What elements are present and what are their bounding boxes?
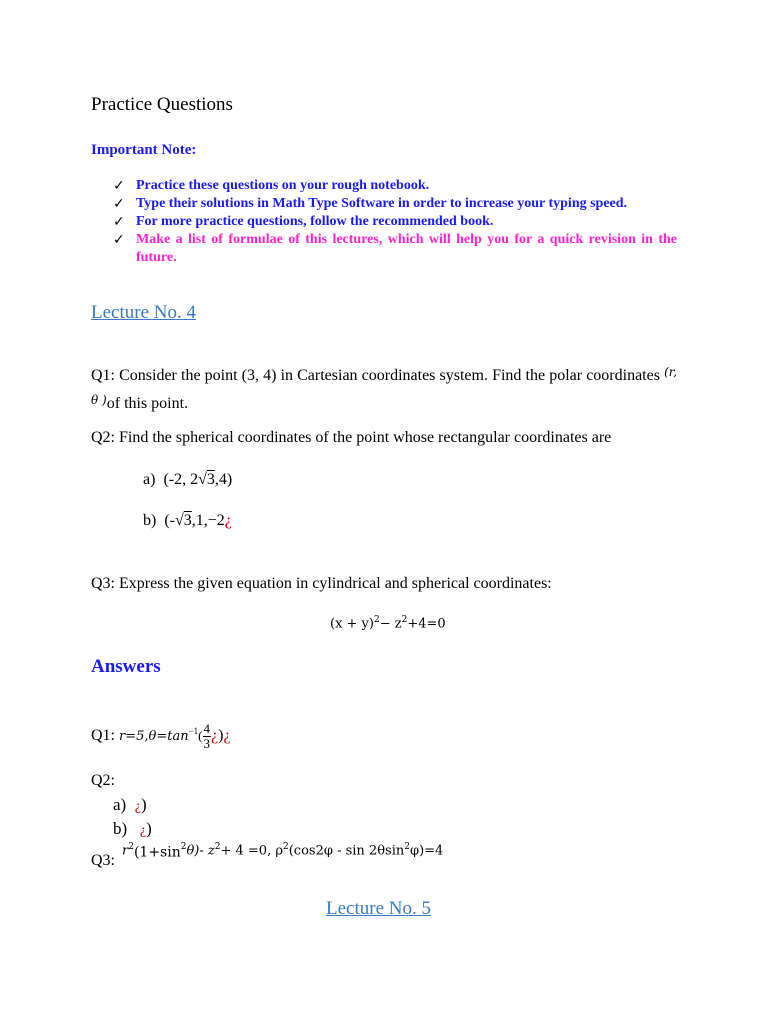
question-2b: b) (-√3,1,−2¿ — [143, 512, 232, 529]
check-icon: ✓ — [113, 214, 125, 230]
lecture-5-link[interactable]: Lecture No. 5 — [326, 898, 431, 919]
check-icon: ✓ — [113, 178, 125, 194]
list-item — [113, 231, 677, 267]
note-item-text: Type their solutions in Math Type Software in order to increase your typing speed. — [136, 196, 628, 211]
answers-heading: Answers — [91, 656, 161, 677]
check-icon: ✓ — [113, 232, 125, 248]
q3-equation: $(x + y)^2- z^2+4=0$ — [330, 615, 446, 632]
list-item — [113, 177, 677, 195]
important-note-heading: Important Note: — [91, 142, 197, 158]
lecture-4-link[interactable]: Lecture No. 4 — [91, 302, 196, 323]
question-2: Q2: Find the spherical coordinates of the point whose rectangular coordinates are — [91, 429, 612, 446]
list-item — [113, 213, 677, 231]
answer-2a: a) ¿) — [113, 795, 147, 814]
list-item — [113, 195, 677, 213]
answer-2b: b) ¿) — [113, 819, 152, 838]
note-item-text: For more practice questions, follow the recommended book. — [136, 214, 494, 229]
note-item-text: Make a list of formulae of this lectures, which will help you for a quick revision in the future. — [136, 232, 677, 265]
check-icon: ✓ — [113, 196, 125, 212]
question-1: Q1: Consider the point (3, 4) in Cartesian coordinates system. Find the polar coordinates $^{(r, \theta )}$of this point. — [91, 365, 678, 412]
page-title: Practice Questions — [91, 94, 233, 115]
answer-2-label: Q2: — [91, 772, 115, 789]
fraction-4-3: $\frac{4}{3}$ — [203, 721, 210, 751]
note-list — [113, 177, 677, 267]
question-2a: a) (-2, 2√3,4) — [143, 471, 233, 488]
q1-math: (r, θ ) — [91, 365, 678, 407]
answer-3-equation: $r^2(1+\sin^2\theta)-$ $z^2+ 4 =0$, $\rho^2(\cos 2\varphi - \sin 2\theta\sin^2\varphi)=4$ — [122, 842, 444, 861]
answer-3-label: Q3: — [91, 852, 115, 869]
question-3: Q3: Express the given equation in cylindrical and spherical coordinates: — [91, 575, 552, 592]
answer-1: Q1: $r=5,\theta=\tan^{-1}$( $\frac{4}{3}$ ¿)¿ — [91, 721, 231, 751]
note-item-text: Practice these questions on your rough notebook. — [136, 178, 430, 193]
